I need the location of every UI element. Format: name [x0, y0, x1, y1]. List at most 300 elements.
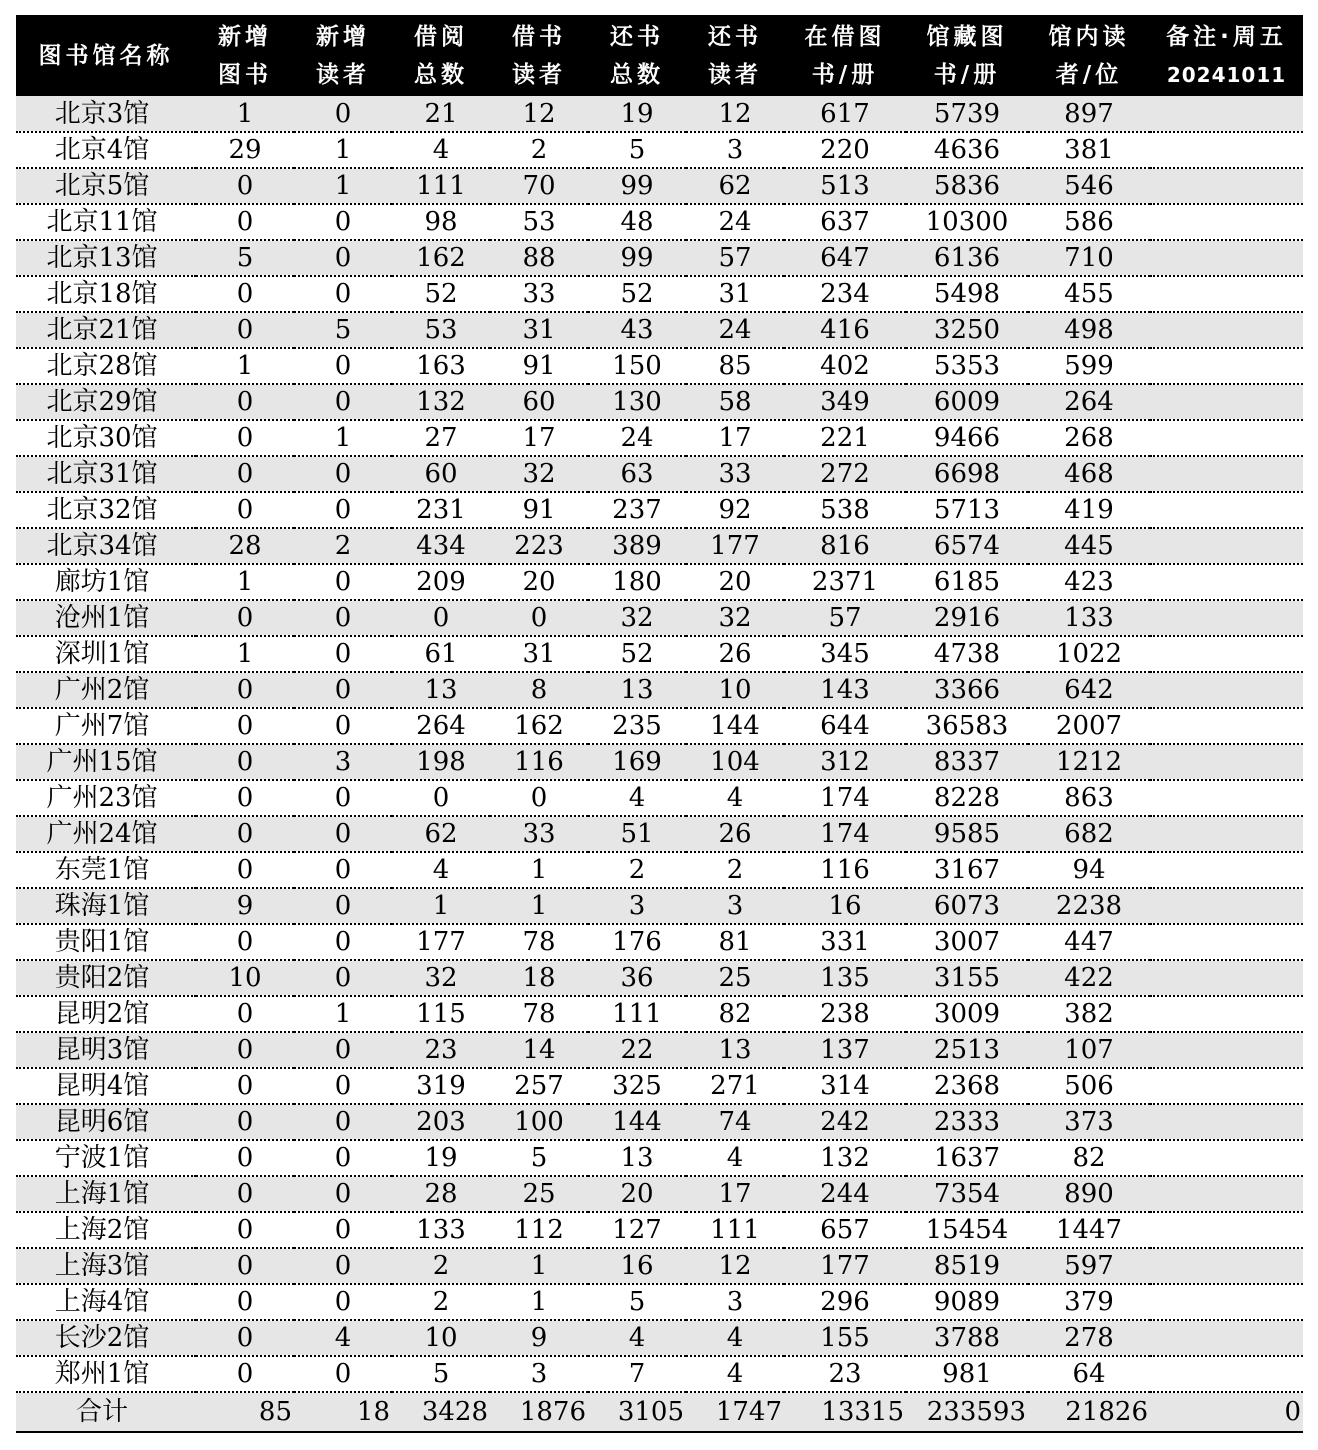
column-header[interactable]: [392, 15, 490, 96]
table-cell[interactable]: 162: [490, 708, 588, 744]
library-name-cell[interactable]: 北京5馆: [16, 168, 196, 204]
table-cell[interactable]: 272: [784, 456, 906, 492]
table-cell[interactable]: 0: [196, 1248, 294, 1284]
table-cell[interactable]: 0: [196, 168, 294, 204]
table-cell[interactable]: 78: [490, 924, 588, 960]
table-cell[interactable]: 57: [686, 240, 784, 276]
table-cell[interactable]: 4: [588, 1320, 686, 1356]
table-cell[interactable]: 24: [588, 420, 686, 456]
table-cell[interactable]: 586: [1028, 204, 1150, 240]
library-name-cell[interactable]: 广州23馆: [16, 780, 196, 816]
column-header[interactable]: [784, 15, 906, 96]
table-cell[interactable]: 455: [1028, 276, 1150, 312]
table-cell[interactable]: [1150, 1284, 1303, 1320]
table-cell[interactable]: [1150, 1320, 1303, 1356]
table-cell[interactable]: 111: [588, 996, 686, 1032]
table-cell[interactable]: [1150, 744, 1303, 780]
table-cell[interactable]: 1447: [1028, 1212, 1150, 1248]
table-cell[interactable]: 2007: [1028, 708, 1150, 744]
table-cell[interactable]: 0: [294, 456, 392, 492]
library-name-cell[interactable]: 长沙2馆: [16, 1320, 196, 1356]
table-cell[interactable]: 12: [686, 1248, 784, 1284]
table-cell[interactable]: 31: [686, 276, 784, 312]
table-cell[interactable]: 135: [784, 960, 906, 996]
table-cell[interactable]: 7354: [906, 1176, 1028, 1212]
table-cell[interactable]: 17: [686, 1176, 784, 1212]
table-cell[interactable]: 24: [686, 204, 784, 240]
table-cell[interactable]: 60: [490, 384, 588, 420]
table-cell[interactable]: 890: [1028, 1176, 1150, 1212]
column-header[interactable]: [196, 15, 294, 96]
table-cell[interactable]: 36583: [906, 708, 1028, 744]
table-cell[interactable]: 52: [588, 276, 686, 312]
table-cell[interactable]: 78: [490, 996, 588, 1032]
table-cell[interactable]: 62: [392, 816, 490, 852]
table-cell[interactable]: 5713: [906, 492, 1028, 528]
table-cell[interactable]: 637: [784, 204, 906, 240]
totals-cell[interactable]: 1747: [686, 1392, 784, 1432]
table-cell[interactable]: 24: [686, 312, 784, 348]
table-cell[interactable]: [1150, 96, 1303, 132]
table-cell[interactable]: 112: [490, 1212, 588, 1248]
table-cell[interactable]: 17: [490, 420, 588, 456]
table-cell[interactable]: 0: [294, 924, 392, 960]
table-cell[interactable]: 5353: [906, 348, 1028, 384]
table-cell[interactable]: 6073: [906, 888, 1028, 924]
table-cell[interactable]: [1150, 240, 1303, 276]
table-cell[interactable]: 48: [588, 204, 686, 240]
table-cell[interactable]: 13: [588, 672, 686, 708]
table-cell[interactable]: 8337: [906, 744, 1028, 780]
table-cell[interactable]: [1150, 420, 1303, 456]
table-cell[interactable]: 133: [1028, 600, 1150, 636]
table-cell[interactable]: 0: [294, 348, 392, 384]
table-cell[interactable]: 0: [196, 204, 294, 240]
table-cell[interactable]: 85: [686, 348, 784, 384]
table-cell[interactable]: 513: [784, 168, 906, 204]
table-cell[interactable]: 111: [392, 168, 490, 204]
table-cell[interactable]: 0: [294, 1068, 392, 1104]
table-cell[interactable]: 2371: [784, 564, 906, 600]
table-cell[interactable]: 379: [1028, 1284, 1150, 1320]
table-cell[interactable]: 176: [588, 924, 686, 960]
table-cell[interactable]: 6185: [906, 564, 1028, 600]
table-cell[interactable]: 238: [784, 996, 906, 1032]
table-cell[interactable]: 0: [294, 960, 392, 996]
table-cell[interactable]: 3: [686, 888, 784, 924]
table-cell[interactable]: 331: [784, 924, 906, 960]
table-cell[interactable]: 422: [1028, 960, 1150, 996]
table-cell[interactable]: 0: [196, 1284, 294, 1320]
table-cell[interactable]: 3: [686, 1284, 784, 1320]
table-cell[interactable]: 4738: [906, 636, 1028, 672]
table-cell[interactable]: [1150, 1032, 1303, 1068]
table-cell[interactable]: 130: [588, 384, 686, 420]
totals-cell[interactable]: 0: [1150, 1392, 1303, 1432]
table-cell[interactable]: 6574: [906, 528, 1028, 564]
table-cell[interactable]: 268: [1028, 420, 1150, 456]
table-cell[interactable]: 52: [392, 276, 490, 312]
table-cell[interactable]: 0: [294, 1356, 392, 1392]
table-cell[interactable]: 3250: [906, 312, 1028, 348]
table-cell[interactable]: 15454: [906, 1212, 1028, 1248]
table-cell[interactable]: 0: [196, 1176, 294, 1212]
table-cell[interactable]: 1212: [1028, 744, 1150, 780]
table-cell[interactable]: 264: [392, 708, 490, 744]
table-cell[interactable]: [1150, 384, 1303, 420]
totals-cell[interactable]: 1876: [490, 1392, 588, 1432]
table-cell[interactable]: 144: [686, 708, 784, 744]
table-cell[interactable]: 4: [392, 132, 490, 168]
column-header[interactable]: [16, 15, 196, 96]
table-cell[interactable]: 9585: [906, 816, 1028, 852]
table-cell[interactable]: 597: [1028, 1248, 1150, 1284]
library-name-cell[interactable]: 北京29馆: [16, 384, 196, 420]
library-name-cell[interactable]: 广州24馆: [16, 816, 196, 852]
totals-cell[interactable]: 85: [196, 1392, 294, 1432]
table-cell[interactable]: 2916: [906, 600, 1028, 636]
table-cell[interactable]: 5: [294, 312, 392, 348]
table-cell[interactable]: [1150, 1248, 1303, 1284]
table-cell[interactable]: 32: [686, 600, 784, 636]
table-cell[interactable]: 98: [392, 204, 490, 240]
table-cell[interactable]: 498: [1028, 312, 1150, 348]
table-cell[interactable]: 177: [392, 924, 490, 960]
table-cell[interactable]: 349: [784, 384, 906, 420]
table-cell[interactable]: 0: [196, 312, 294, 348]
table-cell[interactable]: 111: [686, 1212, 784, 1248]
table-cell[interactable]: 18: [490, 960, 588, 996]
table-cell[interactable]: [1150, 924, 1303, 960]
totals-cell[interactable]: 3428: [392, 1392, 490, 1432]
table-cell[interactable]: 2368: [906, 1068, 1028, 1104]
table-cell[interactable]: 373: [1028, 1104, 1150, 1140]
table-cell[interactable]: [1150, 348, 1303, 384]
column-header[interactable]: [1150, 15, 1303, 96]
table-cell[interactable]: 0: [294, 204, 392, 240]
table-cell[interactable]: 0: [490, 780, 588, 816]
table-cell[interactable]: 5: [588, 132, 686, 168]
table-cell[interactable]: [1150, 528, 1303, 564]
table-cell[interactable]: [1150, 276, 1303, 312]
library-name-cell[interactable]: 昆明3馆: [16, 1032, 196, 1068]
column-header[interactable]: [588, 15, 686, 96]
table-cell[interactable]: 14: [490, 1032, 588, 1068]
table-cell[interactable]: 10300: [906, 204, 1028, 240]
table-cell[interactable]: 36: [588, 960, 686, 996]
table-cell[interactable]: 5: [490, 1140, 588, 1176]
column-header[interactable]: [490, 15, 588, 96]
column-header[interactable]: [1028, 15, 1150, 96]
table-cell[interactable]: 2: [392, 1248, 490, 1284]
table-cell[interactable]: 5: [392, 1356, 490, 1392]
library-name-cell[interactable]: 昆明2馆: [16, 996, 196, 1032]
table-cell[interactable]: 169: [588, 744, 686, 780]
library-name-cell[interactable]: 东莞1馆: [16, 852, 196, 888]
table-cell[interactable]: 2333: [906, 1104, 1028, 1140]
table-cell[interactable]: 445: [1028, 528, 1150, 564]
table-cell[interactable]: 3788: [906, 1320, 1028, 1356]
table-cell[interactable]: 28: [196, 528, 294, 564]
library-name-cell[interactable]: 沧州1馆: [16, 600, 196, 636]
table-cell[interactable]: 2: [294, 528, 392, 564]
table-cell[interactable]: 1: [196, 96, 294, 132]
table-cell[interactable]: [1150, 708, 1303, 744]
table-cell[interactable]: 4: [686, 780, 784, 816]
table-cell[interactable]: 1: [490, 888, 588, 924]
table-cell[interactable]: 434: [392, 528, 490, 564]
table-cell[interactable]: 22: [588, 1032, 686, 1068]
table-cell[interactable]: 127: [588, 1212, 686, 1248]
table-cell[interactable]: 221: [784, 420, 906, 456]
library-name-cell[interactable]: 廊坊1馆: [16, 564, 196, 600]
table-cell[interactable]: 0: [196, 924, 294, 960]
table-cell[interactable]: 82: [686, 996, 784, 1032]
library-name-cell[interactable]: 广州15馆: [16, 744, 196, 780]
table-cell[interactable]: [1150, 1176, 1303, 1212]
table-cell[interactable]: 0: [294, 816, 392, 852]
table-cell[interactable]: 28: [392, 1176, 490, 1212]
table-cell[interactable]: [1150, 888, 1303, 924]
table-cell[interactable]: 0: [294, 1284, 392, 1320]
table-cell[interactable]: 0: [196, 996, 294, 1032]
table-cell[interactable]: 92: [686, 492, 784, 528]
table-cell[interactable]: 12: [686, 96, 784, 132]
table-cell[interactable]: 29: [196, 132, 294, 168]
table-cell[interactable]: 132: [392, 384, 490, 420]
table-cell[interactable]: 9: [196, 888, 294, 924]
table-cell[interactable]: [1150, 672, 1303, 708]
table-cell[interactable]: 220: [784, 132, 906, 168]
table-cell[interactable]: 0: [294, 564, 392, 600]
column-header[interactable]: [686, 15, 784, 96]
table-cell[interactable]: 1: [294, 996, 392, 1032]
table-cell[interactable]: 17: [686, 420, 784, 456]
table-cell[interactable]: 31: [490, 312, 588, 348]
table-cell[interactable]: [1150, 780, 1303, 816]
table-cell[interactable]: 3007: [906, 924, 1028, 960]
table-cell[interactable]: 447: [1028, 924, 1150, 960]
table-cell[interactable]: 132: [784, 1140, 906, 1176]
table-cell[interactable]: 4636: [906, 132, 1028, 168]
library-name-cell[interactable]: 昆明6馆: [16, 1104, 196, 1140]
totals-cell[interactable]: 233593: [906, 1392, 1028, 1432]
table-cell[interactable]: 26: [686, 816, 784, 852]
table-cell[interactable]: 0: [196, 744, 294, 780]
table-cell[interactable]: 0: [294, 1248, 392, 1284]
table-cell[interactable]: 345: [784, 636, 906, 672]
table-cell[interactable]: 0: [196, 1032, 294, 1068]
table-cell[interactable]: 264: [1028, 384, 1150, 420]
table-cell[interactable]: 0: [196, 1140, 294, 1176]
table-cell[interactable]: 657: [784, 1212, 906, 1248]
table-cell[interactable]: 2: [588, 852, 686, 888]
table-cell[interactable]: 3: [588, 888, 686, 924]
table-cell[interactable]: 1: [392, 888, 490, 924]
totals-cell[interactable]: 3105: [588, 1392, 686, 1432]
table-cell[interactable]: 13: [588, 1140, 686, 1176]
table-cell[interactable]: 26: [686, 636, 784, 672]
table-cell[interactable]: 99: [588, 168, 686, 204]
table-cell[interactable]: 198: [392, 744, 490, 780]
table-cell[interactable]: 162: [392, 240, 490, 276]
table-cell[interactable]: 5: [196, 240, 294, 276]
table-cell[interactable]: 402: [784, 348, 906, 384]
table-cell[interactable]: 0: [196, 420, 294, 456]
table-cell[interactable]: 58: [686, 384, 784, 420]
library-name-cell[interactable]: 上海3馆: [16, 1248, 196, 1284]
table-cell[interactable]: 644: [784, 708, 906, 744]
library-name-cell[interactable]: 北京21馆: [16, 312, 196, 348]
table-cell[interactable]: 20: [588, 1176, 686, 1212]
table-cell[interactable]: 0: [294, 384, 392, 420]
table-cell[interactable]: 70: [490, 168, 588, 204]
table-cell[interactable]: 0: [294, 780, 392, 816]
table-cell[interactable]: [1150, 600, 1303, 636]
table-cell[interactable]: 0: [196, 1068, 294, 1104]
table-cell[interactable]: [1150, 636, 1303, 672]
table-cell[interactable]: 8: [490, 672, 588, 708]
table-cell[interactable]: 0: [196, 600, 294, 636]
table-cell[interactable]: 53: [490, 204, 588, 240]
table-cell[interactable]: 5836: [906, 168, 1028, 204]
column-header[interactable]: [294, 15, 392, 96]
table-cell[interactable]: 3: [490, 1356, 588, 1392]
table-cell[interactable]: 62: [686, 168, 784, 204]
library-name-cell[interactable]: 郑州1馆: [16, 1356, 196, 1392]
table-cell[interactable]: 389: [588, 528, 686, 564]
totals-cell[interactable]: 21826: [1028, 1392, 1150, 1432]
library-name-cell[interactable]: 珠海1馆: [16, 888, 196, 924]
table-cell[interactable]: 271: [686, 1068, 784, 1104]
library-name-cell[interactable]: 昆明4馆: [16, 1068, 196, 1104]
table-cell[interactable]: [1150, 1104, 1303, 1140]
library-name-cell[interactable]: 北京31馆: [16, 456, 196, 492]
table-cell[interactable]: 19: [392, 1140, 490, 1176]
table-cell[interactable]: 25: [490, 1176, 588, 1212]
table-cell[interactable]: 1: [490, 1284, 588, 1320]
library-name-cell[interactable]: 北京11馆: [16, 204, 196, 240]
table-cell[interactable]: 60: [392, 456, 490, 492]
table-cell[interactable]: 5498: [906, 276, 1028, 312]
table-cell[interactable]: [1150, 492, 1303, 528]
totals-label[interactable]: 合计: [16, 1392, 196, 1432]
table-cell[interactable]: 0: [294, 1176, 392, 1212]
table-cell[interactable]: 3009: [906, 996, 1028, 1032]
table-cell[interactable]: 13: [392, 672, 490, 708]
table-cell[interactable]: 0: [196, 1104, 294, 1140]
table-cell[interactable]: 0: [294, 852, 392, 888]
table-cell[interactable]: 2: [686, 852, 784, 888]
table-cell[interactable]: 4: [294, 1320, 392, 1356]
table-cell[interactable]: 0: [294, 636, 392, 672]
table-cell[interactable]: 5: [588, 1284, 686, 1320]
table-cell[interactable]: 538: [784, 492, 906, 528]
table-cell[interactable]: 203: [392, 1104, 490, 1140]
table-cell[interactable]: 63: [588, 456, 686, 492]
table-cell[interactable]: 3167: [906, 852, 1028, 888]
table-cell[interactable]: 278: [1028, 1320, 1150, 1356]
library-name-cell[interactable]: 北京3馆: [16, 96, 196, 132]
table-cell[interactable]: 319: [392, 1068, 490, 1104]
library-name-cell[interactable]: 宁波1馆: [16, 1140, 196, 1176]
table-cell[interactable]: 506: [1028, 1068, 1150, 1104]
table-cell[interactable]: 0: [196, 456, 294, 492]
table-cell[interactable]: [1150, 1068, 1303, 1104]
table-cell[interactable]: 21: [392, 96, 490, 132]
table-cell[interactable]: 863: [1028, 780, 1150, 816]
table-cell[interactable]: [1150, 996, 1303, 1032]
table-cell[interactable]: 2513: [906, 1032, 1028, 1068]
library-name-cell[interactable]: 上海4馆: [16, 1284, 196, 1320]
table-cell[interactable]: 174: [784, 816, 906, 852]
table-cell[interactable]: 74: [686, 1104, 784, 1140]
table-cell[interactable]: [1150, 1356, 1303, 1392]
table-cell[interactable]: 416: [784, 312, 906, 348]
table-cell[interactable]: [1150, 132, 1303, 168]
table-cell[interactable]: 4: [392, 852, 490, 888]
table-cell[interactable]: 0: [196, 816, 294, 852]
table-cell[interactable]: 6009: [906, 384, 1028, 420]
table-cell[interactable]: [1150, 312, 1303, 348]
table-cell[interactable]: 137: [784, 1032, 906, 1068]
column-header[interactable]: [906, 15, 1028, 96]
table-cell[interactable]: 2: [392, 1284, 490, 1320]
table-cell[interactable]: 99: [588, 240, 686, 276]
table-cell[interactable]: 599: [1028, 348, 1150, 384]
table-cell[interactable]: 23: [784, 1356, 906, 1392]
table-cell[interactable]: 6698: [906, 456, 1028, 492]
table-cell[interactable]: 3: [294, 744, 392, 780]
library-name-cell[interactable]: 深圳1馆: [16, 636, 196, 672]
library-name-cell[interactable]: 北京32馆: [16, 492, 196, 528]
table-cell[interactable]: 33: [686, 456, 784, 492]
table-cell[interactable]: 0: [196, 492, 294, 528]
table-cell[interactable]: 0: [196, 852, 294, 888]
table-cell[interactable]: 0: [490, 600, 588, 636]
table-cell[interactable]: 3155: [906, 960, 1028, 996]
table-cell[interactable]: 0: [294, 492, 392, 528]
table-cell[interactable]: 0: [294, 276, 392, 312]
table-cell[interactable]: 27: [392, 420, 490, 456]
table-cell[interactable]: 1: [490, 1248, 588, 1284]
table-cell[interactable]: 981: [906, 1356, 1028, 1392]
table-cell[interactable]: 1: [196, 564, 294, 600]
table-cell[interactable]: 144: [588, 1104, 686, 1140]
library-name-cell[interactable]: 北京18馆: [16, 276, 196, 312]
table-cell[interactable]: 115: [392, 996, 490, 1032]
table-cell[interactable]: 53: [392, 312, 490, 348]
table-cell[interactable]: 314: [784, 1068, 906, 1104]
table-cell[interactable]: 710: [1028, 240, 1150, 276]
table-cell[interactable]: 174: [784, 780, 906, 816]
table-cell[interactable]: 4: [686, 1356, 784, 1392]
table-cell[interactable]: 1637: [906, 1140, 1028, 1176]
table-cell[interactable]: 13: [686, 1032, 784, 1068]
table-cell[interactable]: 647: [784, 240, 906, 276]
table-cell[interactable]: [1150, 456, 1303, 492]
table-cell[interactable]: 682: [1028, 816, 1150, 852]
table-cell[interactable]: 231: [392, 492, 490, 528]
table-cell[interactable]: 296: [784, 1284, 906, 1320]
table-cell[interactable]: 133: [392, 1212, 490, 1248]
library-name-cell[interactable]: 上海1馆: [16, 1176, 196, 1212]
library-name-cell[interactable]: 贵阳1馆: [16, 924, 196, 960]
table-cell[interactable]: 0: [196, 708, 294, 744]
table-cell[interactable]: 1022: [1028, 636, 1150, 672]
table-cell[interactable]: 1: [490, 852, 588, 888]
table-cell[interactable]: 155: [784, 1320, 906, 1356]
